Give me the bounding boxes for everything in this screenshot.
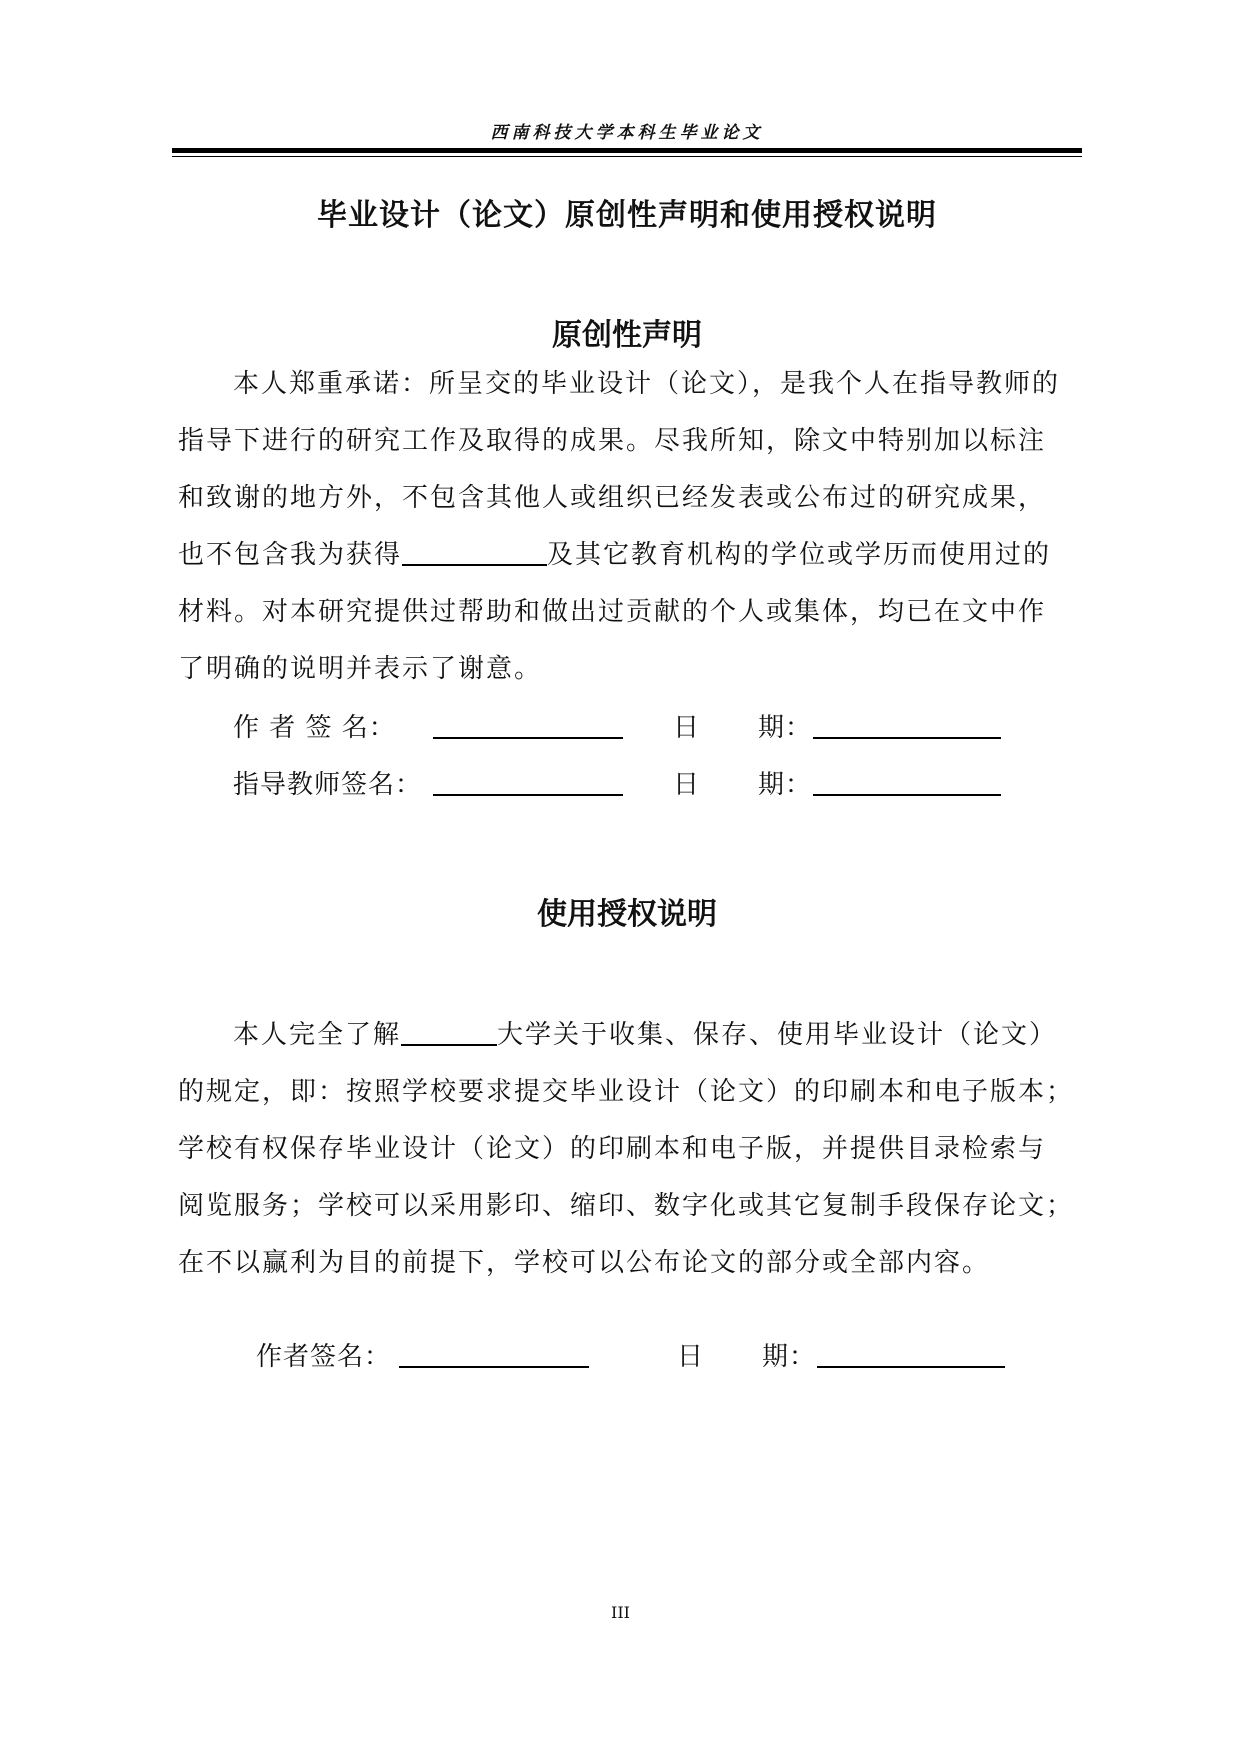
paragraph-text: 及其它教育机构的学位或学历而使用过的 <box>547 540 1052 570</box>
header-rule <box>172 148 1082 153</box>
authorization-paragraph <box>178 1007 1083 1292</box>
originality-paragraph <box>178 356 1083 698</box>
running-header: 西南科技大学本科生毕业论文 <box>490 123 764 143</box>
paragraph-line: 在不以赢利为目的前提下，学校可以公布论文的部分或全部内容。 <box>178 1248 991 1278</box>
author-signature-line[interactable] <box>433 713 623 739</box>
date-label-char: 期： <box>758 713 813 743</box>
header-rule-thin <box>172 156 1082 157</box>
paragraph-text: 大学关于收集、保存、使用毕业设计（论文） <box>497 1020 1058 1050</box>
paragraph-line: 了明确的说明并表示了谢意。 <box>178 654 543 684</box>
advisor-signature-line[interactable] <box>433 770 623 796</box>
paragraph-line: 学校有权保存毕业设计（论文）的印刷本和电子版，并提供目录检索与 <box>178 1134 1047 1164</box>
paragraph-line <box>178 1007 1083 1064</box>
advisor-signature-row <box>233 764 1001 801</box>
date-label-char: 日 <box>677 1342 705 1372</box>
university-blank[interactable] <box>401 1020 497 1046</box>
paragraph-text: 本人完全了解 <box>233 1020 402 1050</box>
author-date-line[interactable] <box>813 713 1001 739</box>
paragraph-line: 本人郑重承诺：所呈交的毕业设计（论文），是我个人在指导教师的 <box>233 369 1061 399</box>
date-label-char: 期： <box>762 1342 817 1372</box>
author-sign-label: 作者签名： <box>256 1342 392 1372</box>
advisor-date-line[interactable] <box>813 770 1001 796</box>
paragraph-line: 材料。对本研究提供过帮助和做出过贡献的个人或集体，均已在文中作 <box>178 597 1047 627</box>
paragraph-line <box>178 527 1083 584</box>
paragraph-line: 和致谢的地方外，不包含其他人或组织已经发表或公布过的研究成果， <box>178 483 1047 513</box>
originality-heading: 原创性声明 <box>552 318 702 353</box>
degree-blank[interactable] <box>402 540 547 566</box>
authorization-signature-row <box>256 1336 1005 1373</box>
advisor-sign-label: 指导教师签名： <box>233 770 423 800</box>
author-signature-row <box>233 707 1001 744</box>
date-label-char: 期： <box>758 770 813 800</box>
author-date-line[interactable] <box>817 1342 1005 1368</box>
page-number: III <box>611 1603 630 1622</box>
document-title: 毕业设计（论文）原创性声明和使用授权说明 <box>317 198 937 233</box>
authorization-heading: 使用授权说明 <box>537 897 717 932</box>
paragraph-line: 的规定，即：按照学校要求提交毕业设计（论文）的印刷本和电子版本； <box>178 1077 1075 1107</box>
author-signature-line[interactable] <box>399 1342 589 1368</box>
paragraph-line: 阅览服务；学校可以采用影印、缩印、数字化或其它复制手段保存论文； <box>178 1191 1075 1221</box>
author-sign-label: 作 者 签 名： <box>233 713 396 743</box>
date-label-char: 日 <box>673 770 701 800</box>
paragraph-text: 也不包含我为获得 <box>178 540 403 570</box>
paragraph-line: 指导下进行的研究工作及取得的成果。尽我所知，除文中特别加以标注 <box>178 426 1047 456</box>
date-label-char: 日 <box>673 713 701 743</box>
